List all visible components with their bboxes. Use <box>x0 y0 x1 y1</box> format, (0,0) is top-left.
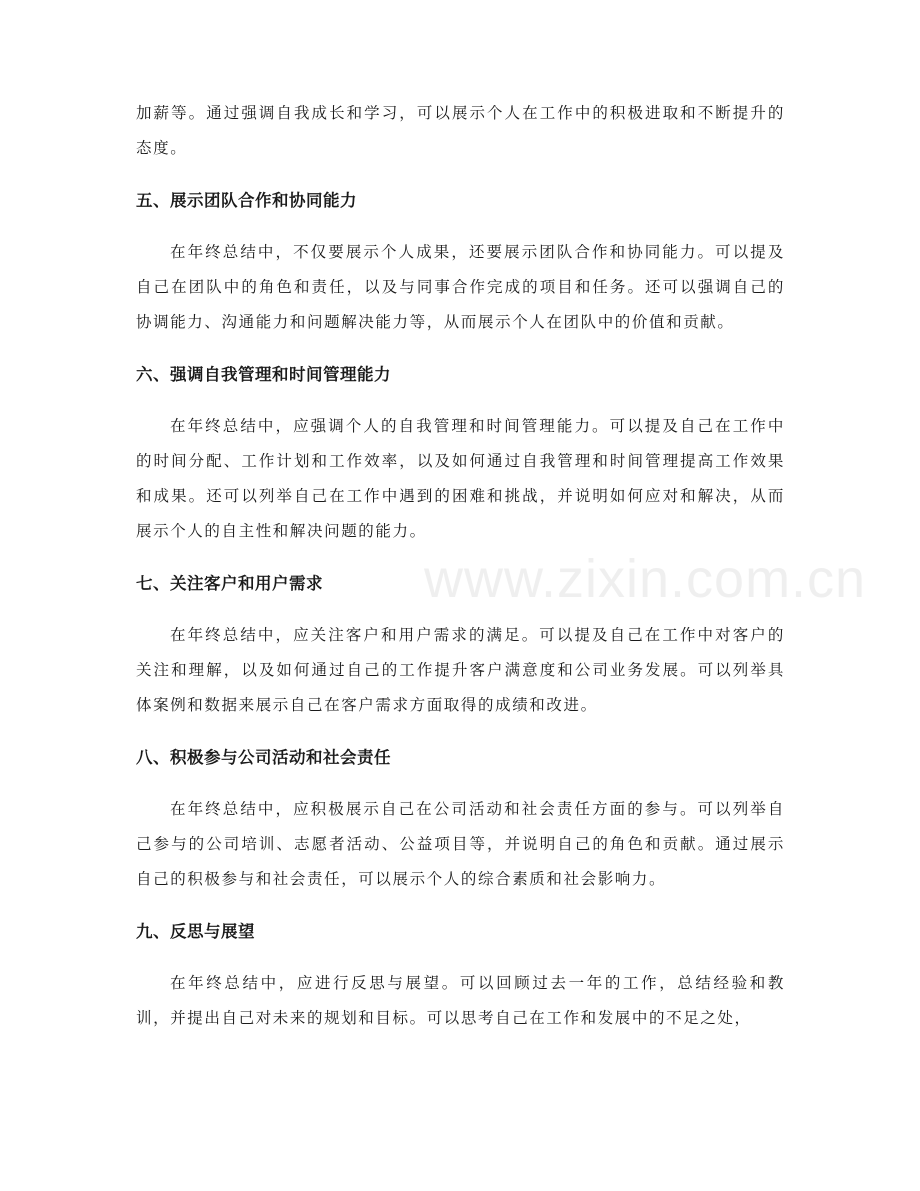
section-heading-6: 六、强调自我管理和时间管理能力 <box>136 365 391 384</box>
section-heading-9: 九、反思与展望 <box>136 922 255 941</box>
section-heading-5: 五、展示团队合作和协同能力 <box>136 191 357 210</box>
section-heading-8: 八、积极参与公司活动和社会责任 <box>136 748 391 767</box>
intro-paragraph: 加薪等。通过强调自我成长和学习，可以展示个人在工作中的积极进取和不断提升的态度。 <box>136 104 785 157</box>
section-body-7: 在年终总结中，应关注客户和用户需求的满足。可以提及自己在工作中对客户的关注和理解，以及如何通过自己的工作提升客户满意度和公司业务发展。可以列举具体案例和数据来展示自己在客户需求方面取得的成绩和改进。 <box>136 626 785 714</box>
section-heading-7: 七、关注客户和用户需求 <box>136 574 323 593</box>
section-body-5: 在年终总结中，不仅要展示个人成果，还要展示团队合作和协同能力。可以提及自己在团队中的角色和责任，以及与同事合作完成的项目和任务。还可以强调自己的协调能力、沟通能力和问题解决能力等，从而展示个人在团队中的价值和贡献。 <box>136 243 785 331</box>
section-body-6: 在年终总结中，应强调个人的自我管理和时间管理能力。可以提及自己在工作中的时间分配、工作计划和工作效率，以及如何通过自我管理和时间管理提高工作效果和成果。还可以列举自己在工作中遇到的困难和挑战，并说明如何应对和解决，从而展示个人的自主性和解决问题的能力。 <box>136 417 785 540</box>
section-body-8: 在年终总结中，应积极展示自己在公司活动和社会责任方面的参与。可以列举自己参与的公司培训、志愿者活动、公益项目等，并说明自己的角色和贡献。通过展示自己的积极参与和社会责任，可以展示个人的综合素质和社会影响力。 <box>136 800 785 888</box>
section-body-9: 在年终总结中，应进行反思与展望。可以回顾过去一年的工作，总结经验和教训，并提出自己对未来的规划和目标。可以思考自己在工作和发展中的不足之处， <box>136 974 785 1027</box>
watermark-text: www.zixin.com.cn <box>424 549 867 609</box>
